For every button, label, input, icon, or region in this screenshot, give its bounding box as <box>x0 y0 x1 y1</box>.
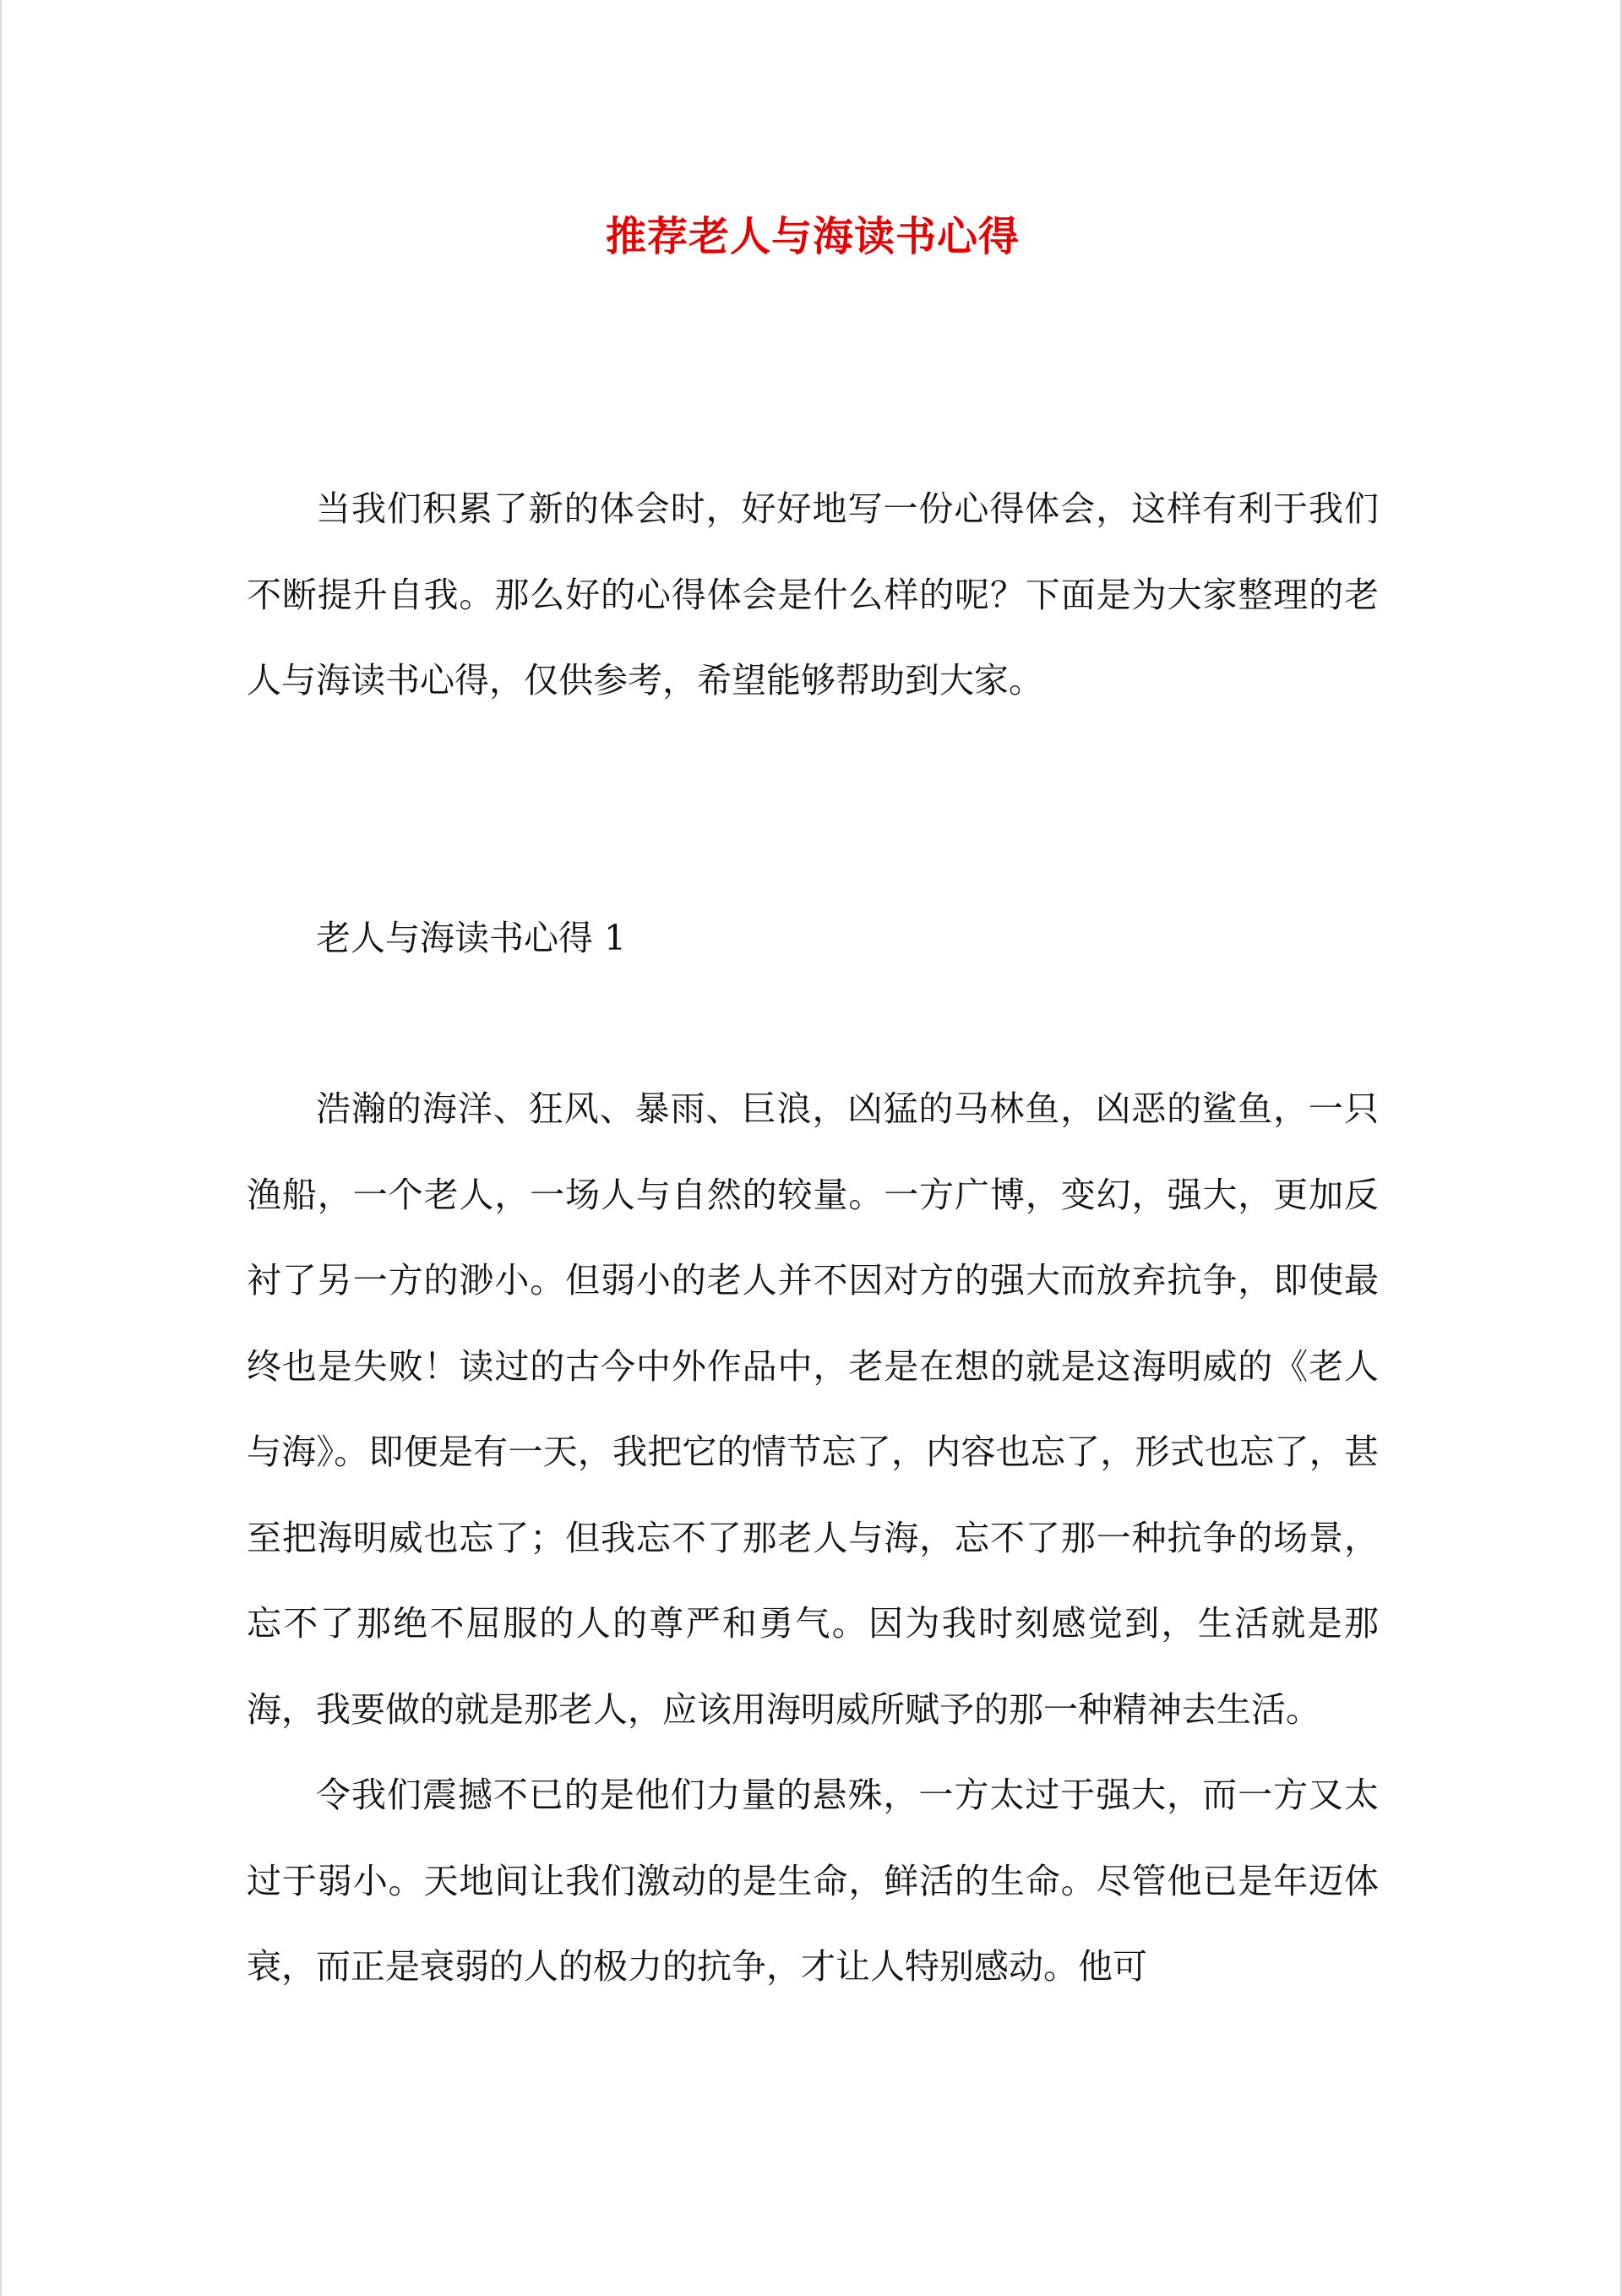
spacer <box>247 724 1379 896</box>
document-title: 推荐老人与海读书心得 <box>605 213 1020 260</box>
spacer <box>247 981 1379 1066</box>
intro-paragraph: 当我们积累了新的体会时，好好地写一份心得体会，这样有利于我们不断提升自我。那么好的心得体会是什么样的呢？下面是为大家整理的老人与海读书心得，仅供参考，希望能够帮助到大家。 <box>247 488 1379 701</box>
section-heading: 老人与海读书心得 1 <box>316 917 627 958</box>
body-paragraph-1: 浩瀚的海洋、狂风、暴雨、巨浪，凶猛的马林鱼，凶恶的鲨鱼，一只渔船，一个老人，一场人与自然的较量。一方广博，变幻，强大，更加反衬了另一方的渺小。但弱小的老人并不因对方的强大而放弃抗争，即使最终也是失败！读过的古今中外作品中，老是在想的就是这海明威的《老人与海》。即便是有一天，我把它的情节忘了，内容也忘了，形式也忘了，甚至把海明威也忘了；但我忘不了那老人与海，忘不了那一种抗争的场景，忘不了那绝不屈服的人的尊严和勇气。因为我时刻感觉到，生活就是那海，我要做的就是那老人，应该用海明威所赋予的那一种精神去生活。 <box>247 1088 1379 1730</box>
document-body <box>247 466 1379 2010</box>
body-paragraph-2: 令我们震撼不已的是他们力量的悬殊，一方太过于强大，而一方又太过于弱小。天地间让我们激动的是生命，鲜活的生命。尽管他已是年迈体衰，而正是衰弱的人的极力的抗争，才让人特别感动。他可 <box>247 1775 1379 1987</box>
